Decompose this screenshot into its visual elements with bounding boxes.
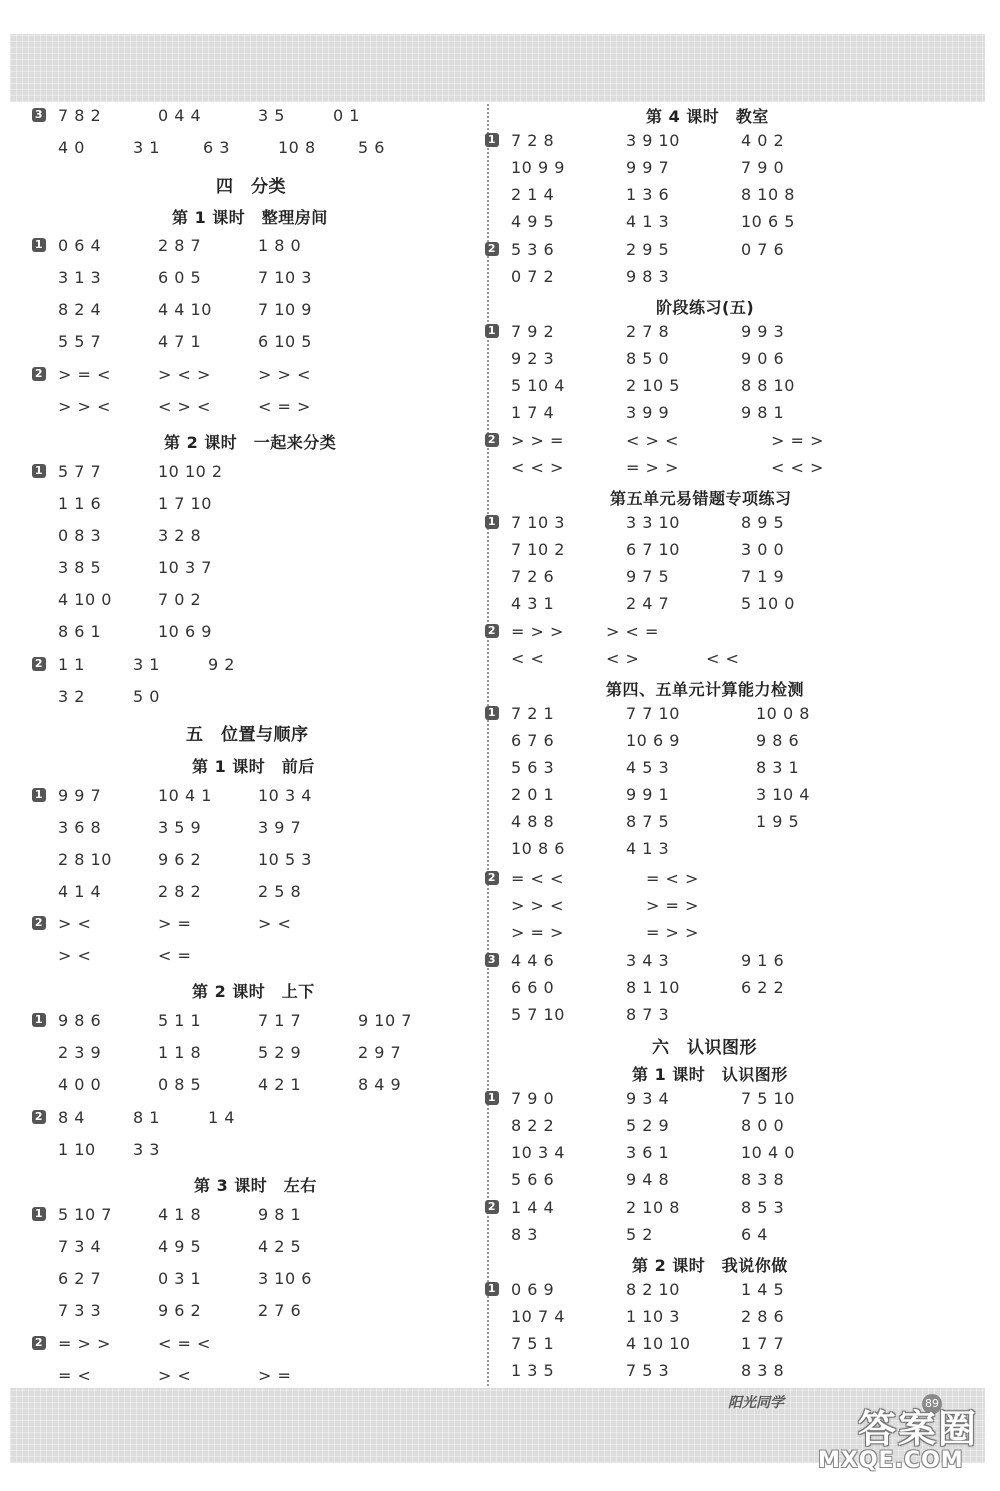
answer-group: 4 4 10 (158, 300, 212, 319)
answer-group: < = > (258, 397, 311, 416)
answer-group: 6 10 5 (258, 332, 312, 351)
answer-group: 7 10 3 (511, 513, 565, 532)
answer-group: 5 2 9 (626, 1116, 670, 1135)
answer-group: 4 0 2 (741, 131, 785, 150)
answer-group: 1 8 0 (258, 236, 302, 255)
answer-group: 8 3 1 (756, 758, 800, 777)
section-title: 第 2 课时 我说你做 (632, 1256, 788, 1275)
question-number-badge: 2 (32, 916, 46, 930)
answer-group: 7 3 3 (58, 1301, 102, 1320)
answer-group: 2 4 7 (626, 594, 670, 613)
answer-group: 8 3 8 (741, 1361, 785, 1380)
answer-group: < < > (771, 458, 824, 477)
answer-group: 2 5 8 (258, 882, 302, 901)
answer-group: 2 8 7 (158, 236, 202, 255)
answer-group: 1 10 3 (626, 1307, 680, 1326)
answer-group: 3 9 9 (626, 403, 670, 422)
answer-group: 4 0 0 (58, 1075, 102, 1094)
answer-group: = > > (511, 622, 564, 641)
answer-group: < > < (626, 431, 679, 450)
answer-group: 5 10 7 (58, 1205, 112, 1224)
answer-group: 1 7 4 (511, 403, 555, 422)
answer-group: 10 9 9 (511, 158, 565, 177)
answer-group: > < = (606, 622, 659, 641)
answer-group: 3 10 6 (258, 1269, 312, 1288)
answer-group: 6 2 7 (58, 1269, 102, 1288)
answer-group: 2 8 10 (58, 850, 112, 869)
answer-group: 10 5 3 (258, 850, 312, 869)
question-number-badge: 2 (32, 657, 46, 671)
answer-group: 6 4 (741, 1225, 768, 1244)
answer-group: 3 10 4 (756, 785, 810, 804)
answer-group: 5 10 0 (741, 594, 795, 613)
answer-group: 8 4 9 (358, 1075, 402, 1094)
answer-group: 8 8 10 (741, 376, 795, 395)
answer-group: 8 3 (511, 1225, 538, 1244)
question-number-badge: 2 (485, 242, 499, 256)
question-number-badge: 2 (485, 871, 499, 885)
answer-group: 0 3 1 (158, 1269, 202, 1288)
answer-group: 3 6 1 (626, 1143, 670, 1162)
answer-group: 8 4 (58, 1108, 85, 1127)
answer-group: 6 7 10 (626, 540, 680, 559)
answer-group: 5 1 1 (158, 1011, 202, 1030)
answer-group: 9 2 3 (511, 349, 555, 368)
answer-group: < < (511, 649, 545, 668)
answer-group: 2 9 7 (358, 1043, 402, 1062)
answer-group: 9 8 6 (58, 1011, 102, 1030)
answer-group: 3 3 10 (626, 513, 680, 532)
answer-group: 6 2 2 (741, 978, 785, 997)
section-title: 第四、五单元计算能力检测 (606, 680, 805, 699)
answer-group: < < (706, 649, 740, 668)
answer-group: 10 3 7 (158, 558, 212, 577)
answer-group: 9 8 6 (756, 731, 800, 750)
answer-group: 2 10 5 (626, 376, 680, 395)
answer-group: > > < (58, 397, 111, 416)
answer-group: 5 7 7 (58, 462, 102, 481)
answer-group: 10 10 2 (158, 462, 223, 481)
section-title: 六 认识图形 (652, 1038, 757, 1058)
answer-group: 4 5 3 (626, 758, 670, 777)
answer-group: 4 0 (58, 138, 85, 157)
answer-group: 3 1 3 (58, 268, 102, 287)
answer-group: 5 10 4 (511, 376, 565, 395)
answer-group: 7 9 2 (511, 322, 555, 341)
answer-group: 0 7 2 (511, 267, 555, 286)
section-title: 第 2 课时 上下 (192, 982, 315, 1001)
answer-group: 10 6 5 (741, 212, 795, 231)
answer-group: 9 7 5 (626, 567, 670, 586)
question-number-badge: 1 (32, 788, 46, 802)
answer-group: 9 9 7 (58, 786, 102, 805)
answer-group: 4 9 5 (511, 212, 555, 231)
answer-group: 1 1 8 (158, 1043, 202, 1062)
answer-group: 1 9 5 (756, 812, 800, 831)
question-number-badge: 1 (485, 324, 499, 338)
answer-group: 5 3 6 (511, 240, 555, 259)
answer-group: 8 5 3 (741, 1198, 785, 1217)
answer-group: > > = (511, 431, 564, 450)
answer-group: 9 6 2 (158, 1301, 202, 1320)
question-number-badge: 1 (32, 238, 46, 252)
question-number-badge: 1 (32, 1013, 46, 1027)
question-number-badge: 1 (32, 1207, 46, 1221)
answer-group: 3 0 0 (741, 540, 785, 559)
brand-logo: 阳光同学 (728, 1395, 784, 1411)
answer-group: 4 1 3 (626, 839, 670, 858)
answer-group: 9 2 (208, 655, 235, 674)
watermark-logo: 答案圈 (858, 1407, 979, 1451)
answer-group: 7 3 4 (58, 1237, 102, 1256)
answer-group: 0 8 5 (158, 1075, 202, 1094)
answer-group: 3 1 (133, 655, 160, 674)
answer-group: 7 2 8 (511, 131, 555, 150)
answer-group: 3 9 10 (626, 131, 680, 150)
answer-group: 7 2 1 (511, 704, 555, 723)
section-title: 第 2 课时 一起来分类 (164, 433, 337, 452)
answer-group: 10 3 4 (258, 786, 312, 805)
answer-group: 4 10 10 (626, 1334, 691, 1353)
answer-group: 3 2 (58, 687, 85, 706)
answer-group: 10 0 8 (756, 704, 810, 723)
answer-group: 2 8 2 (158, 882, 202, 901)
answer-group: 7 10 9 (258, 300, 312, 319)
answer-group: 1 1 (58, 655, 85, 674)
answer-group: 5 6 6 (511, 1170, 555, 1189)
answer-group: < = < (158, 1334, 211, 1353)
answer-group: 0 7 6 (741, 240, 785, 259)
answer-group: 3 6 8 (58, 818, 102, 837)
answer-group: 8 7 3 (626, 1005, 670, 1024)
answer-group: 7 9 0 (511, 1089, 555, 1108)
answer-group: 0 8 3 (58, 526, 102, 545)
answer-group: > = < (58, 365, 111, 384)
answer-group: 9 6 2 (158, 850, 202, 869)
question-number-badge: 2 (485, 624, 499, 638)
answer-group: > < (58, 914, 92, 933)
section-title: 第 3 课时 左右 (194, 1176, 317, 1195)
answer-group: 7 5 3 (626, 1361, 670, 1380)
section-title: 阶段练习(五) (656, 298, 755, 317)
answer-group: 5 6 3 (511, 758, 555, 777)
answer-group: 2 9 5 (626, 240, 670, 259)
answer-group: 8 9 5 (741, 513, 785, 532)
answer-group: 5 6 (358, 138, 385, 157)
answer-group: 8 0 0 (741, 1116, 785, 1135)
answer-group: 2 10 8 (626, 1198, 680, 1217)
answer-group: 5 7 10 (511, 1005, 565, 1024)
question-number-badge: 1 (32, 464, 46, 478)
answer-group: 8 2 10 (626, 1280, 680, 1299)
answer-group: 10 4 0 (741, 1143, 795, 1162)
answer-group: 1 7 10 (158, 494, 212, 513)
answer-group: 4 7 1 (158, 332, 202, 351)
answer-group: > < (258, 914, 292, 933)
answer-group: 9 4 8 (626, 1170, 670, 1189)
answer-group: 4 1 4 (58, 882, 102, 901)
section-title: 第 4 课时 教室 (646, 107, 769, 126)
answer-group: 1 3 6 (626, 185, 670, 204)
answer-group: 7 7 10 (626, 704, 680, 723)
answer-group: 10 8 6 (511, 839, 565, 858)
answer-group: = > > (646, 923, 699, 942)
answer-group: 3 3 (133, 1140, 160, 1159)
answer-group: 8 10 8 (741, 185, 795, 204)
question-number-badge: 1 (485, 1282, 499, 1296)
answer-group: 1 10 (58, 1140, 96, 1159)
answer-group: 8 5 0 (626, 349, 670, 368)
section-title: 第 1 课时 认识图形 (632, 1065, 788, 1084)
answer-group: = < < (511, 869, 564, 888)
answer-group: = > > (626, 458, 679, 477)
answer-group: 4 8 8 (511, 812, 555, 831)
answer-group: 2 7 6 (258, 1301, 302, 1320)
section-title: 第五单元易错题专项练习 (610, 489, 792, 508)
answer-group: 0 6 4 (58, 236, 102, 255)
answer-group: 6 0 5 (158, 268, 202, 287)
answer-group: 7 9 0 (741, 158, 785, 177)
answer-group: > = > (646, 896, 699, 915)
answer-group: 3 8 5 (58, 558, 102, 577)
question-number-badge: 1 (485, 133, 499, 147)
answer-group: > < > (158, 365, 211, 384)
answer-group: 0 6 9 (511, 1280, 555, 1299)
question-number-badge: 3 (485, 953, 499, 967)
answer-group: 2 0 1 (511, 785, 555, 804)
answer-group: 9 8 1 (741, 403, 785, 422)
answer-group: 2 3 9 (58, 1043, 102, 1062)
answer-group: 7 5 10 (741, 1089, 795, 1108)
answer-group: 10 7 4 (511, 1307, 565, 1326)
answer-group: = > > (58, 1334, 111, 1353)
answer-group: 4 4 6 (511, 951, 555, 970)
question-number-badge: 2 (32, 1110, 46, 1124)
answer-group: 1 1 6 (58, 494, 102, 513)
answer-group: 8 2 4 (58, 300, 102, 319)
section-title: 四 分类 (216, 177, 286, 197)
answer-group: 9 8 3 (626, 267, 670, 286)
answer-group: 4 2 1 (258, 1075, 302, 1094)
answer-group: 8 6 1 (58, 622, 102, 641)
answer-group: 3 9 7 (258, 818, 302, 837)
answer-group: > = > (771, 431, 824, 450)
answer-group: 1 7 7 (741, 1334, 785, 1353)
answer-group: 9 9 7 (626, 158, 670, 177)
answer-group: 9 9 1 (626, 785, 670, 804)
question-number-badge: 3 (32, 108, 46, 122)
answer-group: > > < (258, 365, 311, 384)
section-title: 五 位置与顺序 (186, 725, 309, 745)
answer-group: 3 5 9 (158, 818, 202, 837)
answer-group: 2 8 6 (741, 1307, 785, 1326)
answer-group: 2 1 4 (511, 185, 555, 204)
answer-group: 10 3 4 (511, 1143, 565, 1162)
answer-group: 10 4 1 (158, 786, 212, 805)
answer-group: 4 2 5 (258, 1237, 302, 1256)
answer-group: 6 6 0 (511, 978, 555, 997)
answer-group: 3 5 (258, 106, 285, 125)
answer-group: 7 1 7 (258, 1011, 302, 1030)
answer-group: 9 8 1 (258, 1205, 302, 1224)
answer-group: 6 3 (203, 138, 230, 157)
question-number-badge: 1 (485, 706, 499, 720)
answer-group: 9 3 4 (626, 1089, 670, 1108)
answer-group: 7 5 1 (511, 1334, 555, 1353)
answer-group: 3 2 8 (158, 526, 202, 545)
answer-group: 1 4 4 (511, 1198, 555, 1217)
watermark-url: MXQE.COM (818, 1448, 964, 1473)
answer-group: 10 8 (278, 138, 316, 157)
answer-group: 3 1 (133, 138, 160, 157)
answer-group: 9 1 6 (741, 951, 785, 970)
answer-group: 1 4 5 (741, 1280, 785, 1299)
answer-group: 3 4 3 (626, 951, 670, 970)
answer-group: 6 7 6 (511, 731, 555, 750)
answer-group: < = (158, 946, 192, 965)
question-number-badge: 2 (485, 1200, 499, 1214)
answer-group: 4 3 1 (511, 594, 555, 613)
answer-group: 7 8 2 (58, 106, 102, 125)
question-number-badge: 1 (485, 515, 499, 529)
answer-group: 1 3 5 (511, 1361, 555, 1380)
page-number: 89 (922, 1394, 942, 1414)
answer-group: > > < (511, 896, 564, 915)
answer-group: 9 9 3 (741, 322, 785, 341)
answer-group: 4 10 0 (58, 590, 112, 609)
answer-group: < > < (158, 397, 211, 416)
answer-group: > < (58, 946, 92, 965)
answer-group: 1 4 (208, 1108, 235, 1127)
answer-group: > < (158, 1366, 192, 1385)
answer-group: 9 0 6 (741, 349, 785, 368)
question-number-badge: 2 (32, 367, 46, 381)
answer-group: 8 1 (133, 1108, 160, 1127)
question-number-badge: 2 (485, 433, 499, 447)
answer-group: 9 10 7 (358, 1011, 412, 1030)
answer-group: = < > (646, 869, 699, 888)
section-title: 第 1 课时 前后 (192, 757, 315, 776)
answer-group: 4 9 5 (158, 1237, 202, 1256)
answer-group: 5 5 7 (58, 332, 102, 351)
answer-group: 2 7 8 (626, 322, 670, 341)
answer-group: 0 4 4 (158, 106, 202, 125)
answer-group: > = (258, 1366, 292, 1385)
answer-group: = < (58, 1366, 92, 1385)
question-number-badge: 2 (32, 1336, 46, 1350)
answer-group: 8 3 8 (741, 1170, 785, 1189)
answer-group: 10 6 9 (626, 731, 680, 750)
answer-group: 8 1 10 (626, 978, 680, 997)
answer-group: 5 2 9 (258, 1043, 302, 1062)
question-number-badge: 1 (485, 1091, 499, 1105)
answer-group: 7 10 2 (511, 540, 565, 559)
section-title: 第 1 课时 整理房间 (172, 208, 328, 227)
answer-group: 7 1 9 (741, 567, 785, 586)
answer-group: 10 6 9 (158, 622, 212, 641)
answer-group: 5 0 (133, 687, 160, 706)
answer-group: 5 2 (626, 1225, 653, 1244)
answer-group: 0 1 (333, 106, 360, 125)
answer-group: 4 1 8 (158, 1205, 202, 1224)
answer-group: < > (606, 649, 640, 668)
answer-group: 7 0 2 (158, 590, 202, 609)
answer-group: > = > (511, 923, 564, 942)
answer-group: 8 7 5 (626, 812, 670, 831)
answer-group: < < > (511, 458, 564, 477)
answer-group: > = (158, 914, 192, 933)
answer-group: 7 10 3 (258, 268, 312, 287)
answer-group: 8 2 2 (511, 1116, 555, 1135)
answer-group: 4 1 3 (626, 212, 670, 231)
answer-group: 7 2 6 (511, 567, 555, 586)
